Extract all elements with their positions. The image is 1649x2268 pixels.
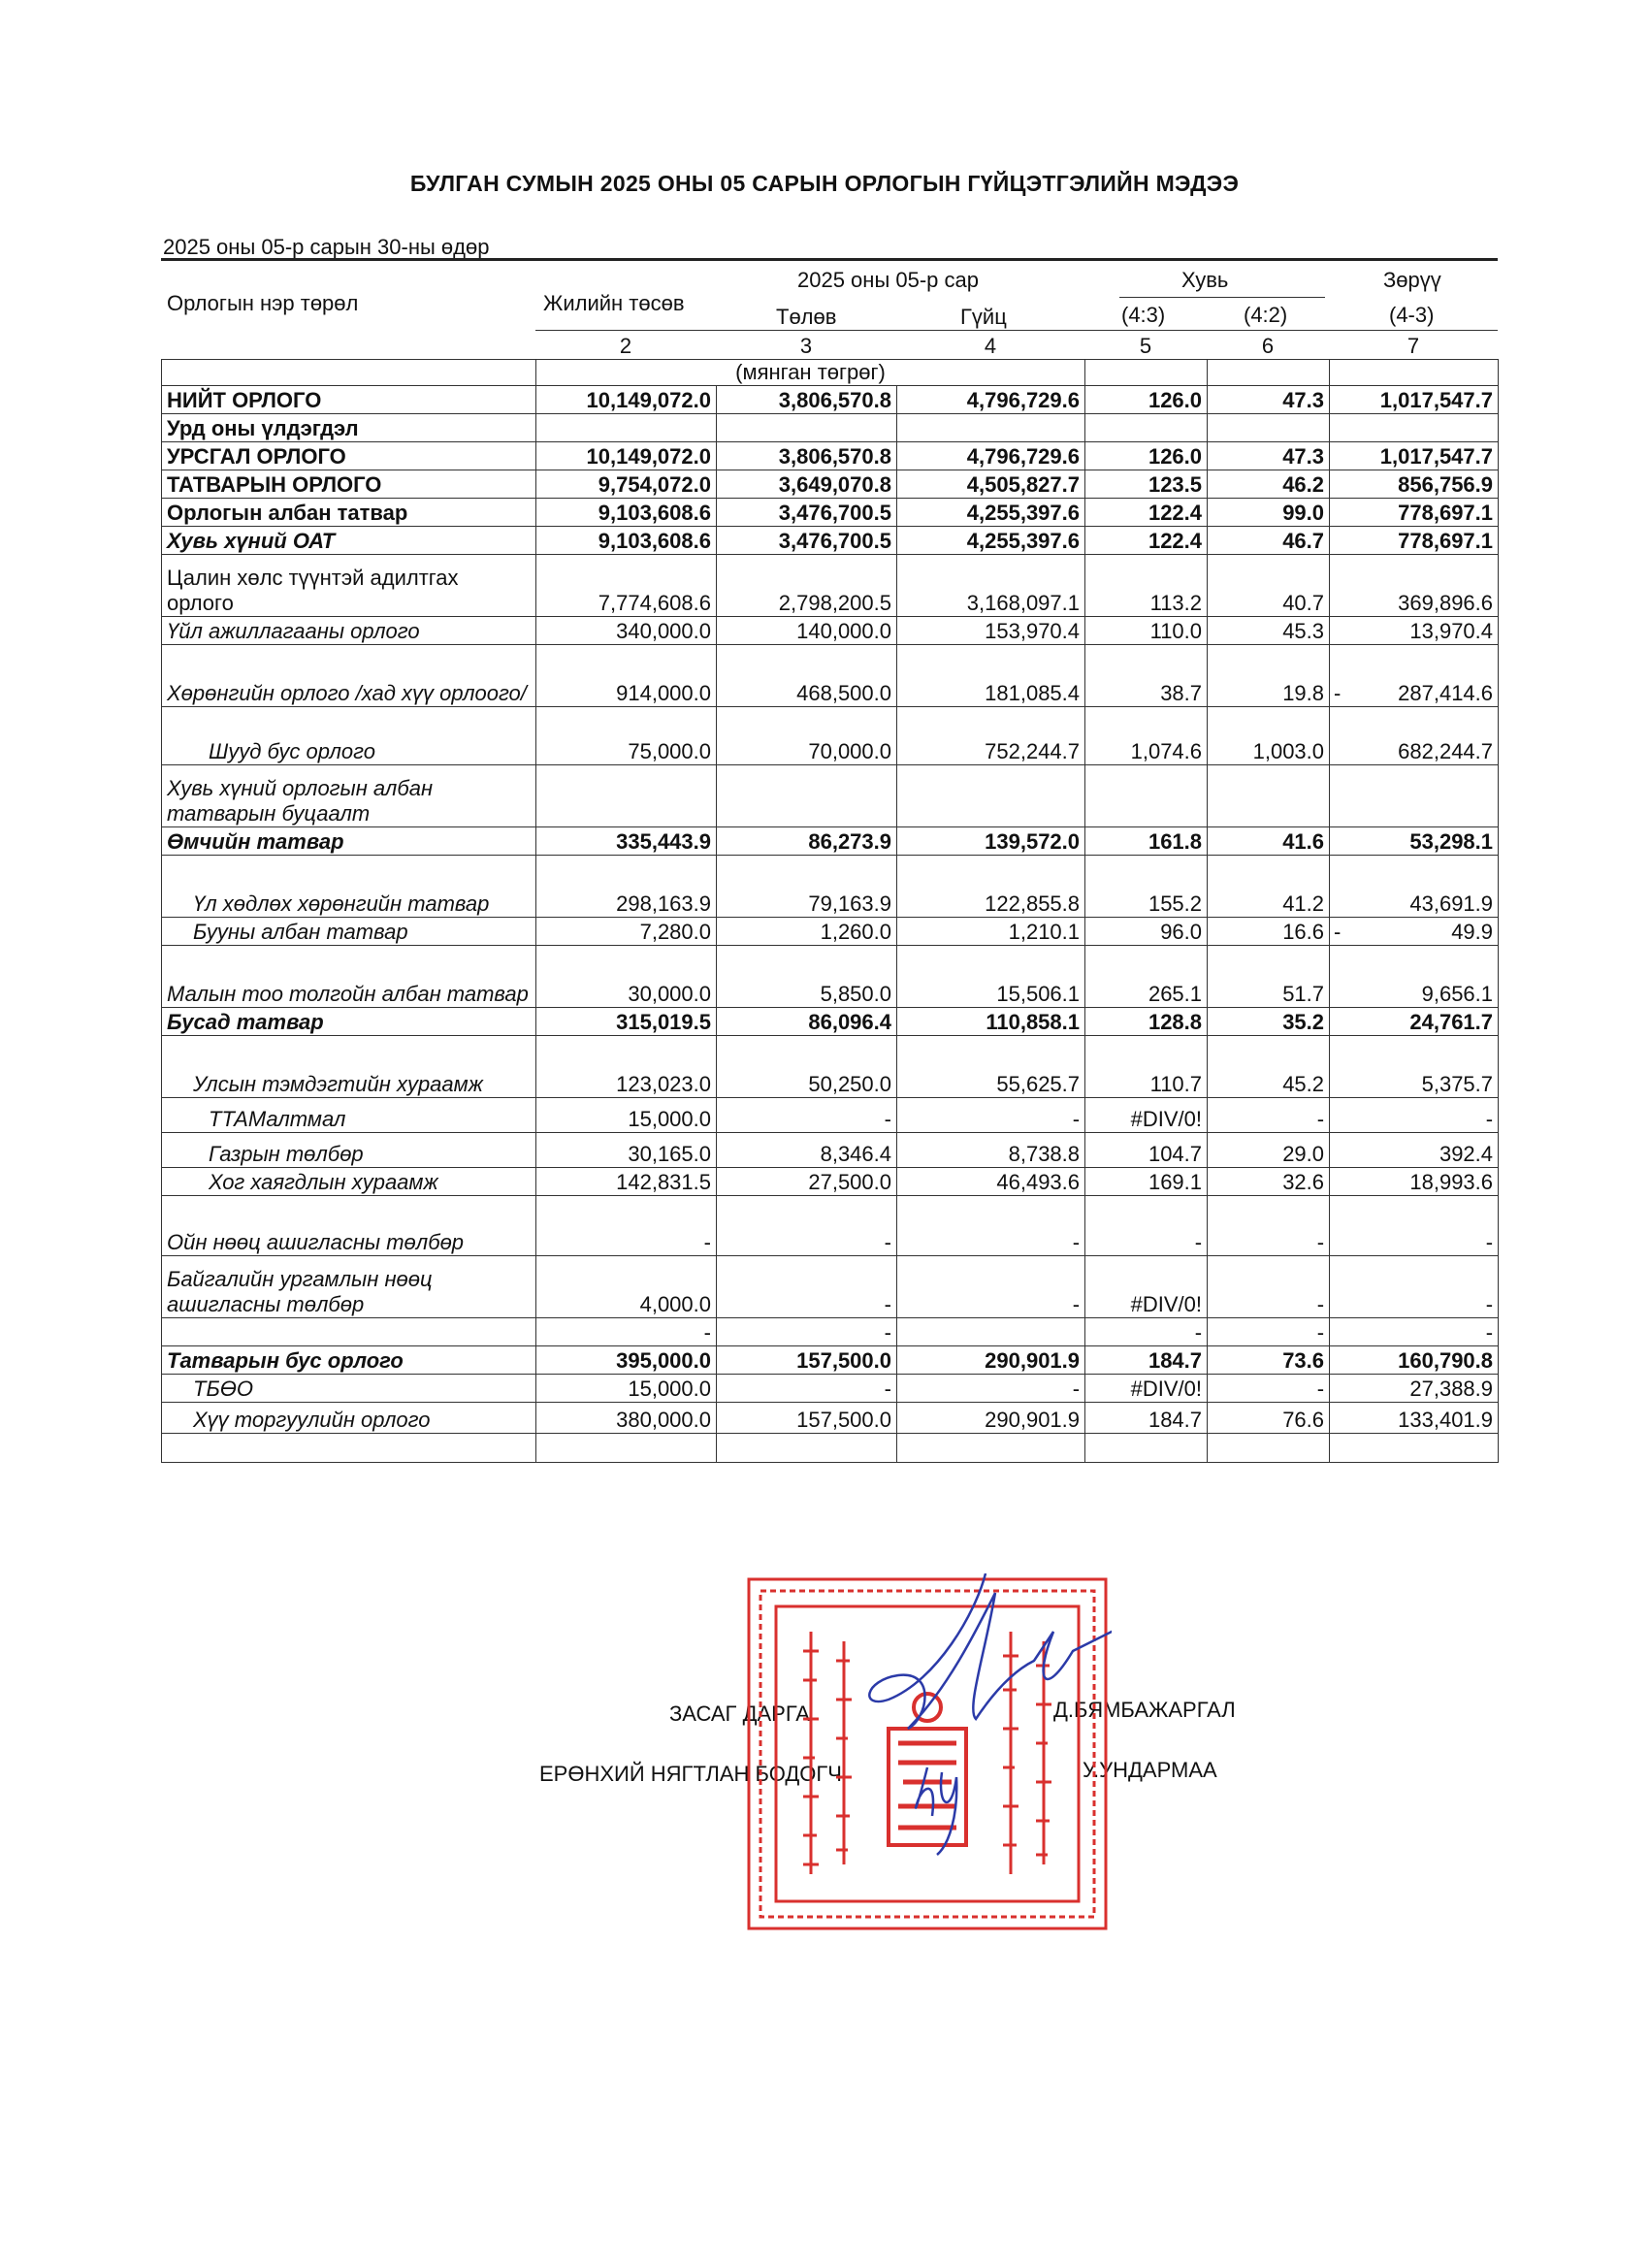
col-pct2: 35.2 xyxy=(1208,1008,1330,1036)
col-annual: 30,000.0 xyxy=(536,946,717,1008)
col-annual: 10,149,072.0 xyxy=(536,442,717,470)
col-pct1: 122.4 xyxy=(1085,527,1208,555)
row-label: Хөрөнгийн орлого /хад хүү орлоого/ xyxy=(162,645,536,707)
col-plan xyxy=(717,765,897,827)
row-label: Хувь хүний ОАТ xyxy=(162,527,536,555)
col-annual: 380,000.0 xyxy=(536,1403,717,1434)
table-row xyxy=(162,1036,1499,1098)
header-col-annual: Жилийн төсөв xyxy=(543,291,685,315)
header-pct1: (4:3) xyxy=(1121,303,1166,327)
col-annual: 914,000.0 xyxy=(536,645,717,707)
col-pct1: 169.1 xyxy=(1085,1168,1208,1196)
unit-row-blank xyxy=(1085,360,1208,386)
col-diff: 682,244.7 xyxy=(1330,707,1499,765)
col-annual: 7,280.0 xyxy=(536,918,717,946)
col-annual: 340,000.0 xyxy=(536,617,717,645)
col-diff: 1,017,547.7 xyxy=(1330,442,1499,470)
row-label: Шууд бус орлого xyxy=(162,707,536,765)
col-plan: 140,000.0 xyxy=(717,617,897,645)
col-diff xyxy=(1330,645,1499,707)
col-pct2: 46.7 xyxy=(1208,527,1330,555)
col-pct1: 123.5 xyxy=(1085,470,1208,499)
row-label: УРСГАЛ ОРЛОГО xyxy=(162,442,536,470)
table-row xyxy=(162,386,1499,414)
col-pct2: 16.6 xyxy=(1208,918,1330,946)
table-row xyxy=(162,442,1499,470)
row-label: Улсын тэмдэгтийн хураамж xyxy=(162,1036,536,1098)
col-actual: 46,493.6 xyxy=(897,1168,1085,1196)
row-label: Урд оны үлдэгдэл xyxy=(162,414,536,442)
document-title: БУЛГАН СУМЫН 2025 ОНЫ 05 САРЫН ОРЛОГЫН ГҮЙЦЭТГЭЛИЙН МЭДЭЭ xyxy=(409,171,1240,196)
col-diff: 18,993.6 xyxy=(1330,1168,1499,1196)
signature-role-governor: ЗАСАГ ДАРГА xyxy=(669,1701,810,1726)
col-plan xyxy=(717,414,897,442)
col-pct1: 1,074.6 xyxy=(1085,707,1208,765)
table-row xyxy=(162,555,1499,617)
col-diff: - xyxy=(1330,1318,1499,1346)
col-pct2: 41.6 xyxy=(1208,827,1330,856)
header-col-name: Орлогын нэр төрөл xyxy=(167,291,359,315)
col-annual: 142,831.5 xyxy=(536,1168,717,1196)
col-pct1 xyxy=(1085,765,1208,827)
col-plan: 1,260.0 xyxy=(717,918,897,946)
col-diff: 133,401.9 xyxy=(1330,1403,1499,1434)
col-pct1: 184.7 xyxy=(1085,1346,1208,1375)
col-annual: 4,000.0 xyxy=(536,1256,717,1318)
row-label: Хог хаягдлын хураамж xyxy=(162,1168,536,1196)
col-plan: - xyxy=(717,1196,897,1256)
col-pct2: 32.6 xyxy=(1208,1168,1330,1196)
col-annual: - xyxy=(536,1318,717,1346)
col-annual xyxy=(536,414,717,442)
table-row xyxy=(162,527,1499,555)
row-label: НИЙТ ОРЛОГО xyxy=(162,386,536,414)
col-pct2: 45.3 xyxy=(1208,617,1330,645)
col-actual: 290,901.9 xyxy=(897,1346,1085,1375)
col-pct1: 110.7 xyxy=(1085,1036,1208,1098)
col-actual: - xyxy=(897,1098,1085,1133)
col-diff xyxy=(1330,1434,1499,1463)
col-actual: 4,796,729.6 xyxy=(897,442,1085,470)
col-pct2: 99.0 xyxy=(1208,499,1330,527)
col-actual: 4,255,397.6 xyxy=(897,527,1085,555)
col-annual: 10,149,072.0 xyxy=(536,386,717,414)
handwritten-signature-governor xyxy=(869,1573,1112,1729)
col-plan: 50,250.0 xyxy=(717,1036,897,1098)
header-diff-sub: (4-3) xyxy=(1389,303,1435,327)
col-pct1: 126.0 xyxy=(1085,442,1208,470)
col-pct1: 122.4 xyxy=(1085,499,1208,527)
header-col-plan: Төлөв xyxy=(776,305,837,329)
col-pct1: - xyxy=(1085,1196,1208,1256)
col-annual: 123,023.0 xyxy=(536,1036,717,1098)
row-label: Ойн нөөц ашигласны төлбөр xyxy=(162,1196,536,1256)
col-plan: 79,163.9 xyxy=(717,856,897,918)
unit-row-blank xyxy=(1208,360,1330,386)
col-diff: 160,790.8 xyxy=(1330,1346,1499,1375)
official-stamp xyxy=(743,1573,1112,1934)
col-pct2: - xyxy=(1208,1098,1330,1133)
col-annual: 75,000.0 xyxy=(536,707,717,765)
col-diff: 1,017,547.7 xyxy=(1330,386,1499,414)
signature-name-accountant: У.УНДАРМАА xyxy=(1083,1758,1217,1782)
col-plan: 27,500.0 xyxy=(717,1168,897,1196)
col-annual: 15,000.0 xyxy=(536,1098,717,1133)
col-pct1: 161.8 xyxy=(1085,827,1208,856)
col-pct1 xyxy=(1085,1434,1208,1463)
col-pct2: - xyxy=(1208,1375,1330,1403)
col-pct1: #DIV/0! xyxy=(1085,1098,1208,1133)
col-pct2: 19.8 xyxy=(1208,645,1330,707)
col-annual: 9,103,608.6 xyxy=(536,499,717,527)
colnum-2: 2 xyxy=(619,334,632,358)
table-row xyxy=(162,1434,1499,1463)
col-plan: 468,500.0 xyxy=(717,645,897,707)
row-label: Хүү торгуулийн орлого xyxy=(162,1403,536,1434)
col-pct1: 38.7 xyxy=(1085,645,1208,707)
col-plan: 5,850.0 xyxy=(717,946,897,1008)
col-plan: 3,806,570.8 xyxy=(717,386,897,414)
row-label: Бууны албан татвар xyxy=(162,918,536,946)
col-pct1: #DIV/0! xyxy=(1085,1375,1208,1403)
col-actual: - xyxy=(897,1375,1085,1403)
table-row xyxy=(162,1008,1499,1036)
row-label: Өмчийн татвар xyxy=(162,827,536,856)
col-actual: 1,210.1 xyxy=(897,918,1085,946)
signature-role-accountant: ЕРӨНХИЙ НЯГТЛАН БОДОГЧ xyxy=(539,1762,842,1786)
col-annual: - xyxy=(536,1196,717,1256)
col-pct2 xyxy=(1208,765,1330,827)
row-label: ТБӨО xyxy=(162,1375,536,1403)
row-label: Үл хөдлөх хөрөнгийн татвар xyxy=(162,856,536,918)
col-actual: 55,625.7 xyxy=(897,1036,1085,1098)
col-pct2: 73.6 xyxy=(1208,1346,1330,1375)
col-diff: 856,756.9 xyxy=(1330,470,1499,499)
col-plan: 157,500.0 xyxy=(717,1403,897,1434)
table-row xyxy=(162,1256,1499,1318)
col-pct2: 45.2 xyxy=(1208,1036,1330,1098)
header-top-rule xyxy=(161,258,1498,261)
col-actual xyxy=(897,1318,1085,1346)
col-diff: 778,697.1 xyxy=(1330,499,1499,527)
col-diff: 27,388.9 xyxy=(1330,1375,1499,1403)
revenue-table xyxy=(161,359,1499,1463)
col-pct2: 47.3 xyxy=(1208,442,1330,470)
table-row xyxy=(162,765,1499,827)
col-pct2: 46.2 xyxy=(1208,470,1330,499)
col-actual: 110,858.1 xyxy=(897,1008,1085,1036)
table-row xyxy=(162,856,1499,918)
report-date: 2025 оны 05-р сарын 30-ны өдөр xyxy=(163,235,490,259)
col-annual: 298,163.9 xyxy=(536,856,717,918)
table-row xyxy=(162,1168,1499,1196)
col-actual: 181,085.4 xyxy=(897,645,1085,707)
colnum-6: 6 xyxy=(1261,334,1275,358)
table-row xyxy=(162,1196,1499,1256)
unit-row-blank xyxy=(1330,360,1499,386)
table-row xyxy=(162,1403,1499,1434)
col-diff: 53,298.1 xyxy=(1330,827,1499,856)
col-actual xyxy=(897,1434,1085,1463)
table-row xyxy=(162,1133,1499,1168)
colnum-7: 7 xyxy=(1406,334,1420,358)
row-label xyxy=(162,1318,536,1346)
cell-value: 287,414.6 xyxy=(1398,681,1494,705)
col-plan: 3,806,570.8 xyxy=(717,442,897,470)
col-pct2: 40.7 xyxy=(1208,555,1330,617)
col-actual xyxy=(897,765,1085,827)
col-diff xyxy=(1330,414,1499,442)
col-annual xyxy=(536,765,717,827)
negative-sign: - xyxy=(1334,920,1342,944)
row-label: ТТАМалтмал xyxy=(162,1098,536,1133)
col-actual: 15,506.1 xyxy=(897,946,1085,1008)
col-pct1: 110.0 xyxy=(1085,617,1208,645)
col-annual xyxy=(536,1434,717,1463)
colnum-5: 5 xyxy=(1139,334,1152,358)
col-pct2 xyxy=(1208,414,1330,442)
col-pct2: 51.7 xyxy=(1208,946,1330,1008)
col-pct2 xyxy=(1208,1434,1330,1463)
col-pct2: 1,003.0 xyxy=(1208,707,1330,765)
colnum-4: 4 xyxy=(984,334,997,358)
col-diff: 9,656.1 xyxy=(1330,946,1499,1008)
col-diff: - xyxy=(1330,1256,1499,1318)
col-pct2: - xyxy=(1208,1318,1330,1346)
row-label: ТАТВАРЫН ОРЛОГО xyxy=(162,470,536,499)
header-rule xyxy=(535,330,1498,331)
table-row xyxy=(162,499,1499,527)
col-plan: - xyxy=(717,1256,897,1318)
col-plan: 70,000.0 xyxy=(717,707,897,765)
col-pct1 xyxy=(1085,414,1208,442)
col-pct1: 155.2 xyxy=(1085,856,1208,918)
col-diff: 778,697.1 xyxy=(1330,527,1499,555)
col-pct1: #DIV/0! xyxy=(1085,1256,1208,1318)
col-plan: - xyxy=(717,1375,897,1403)
table-row xyxy=(162,1098,1499,1133)
col-annual: 335,443.9 xyxy=(536,827,717,856)
col-pct1: 128.8 xyxy=(1085,1008,1208,1036)
col-diff xyxy=(1330,765,1499,827)
table-row xyxy=(162,645,1499,707)
col-actual: - xyxy=(897,1256,1085,1318)
table-row xyxy=(162,918,1499,946)
stamp-frame xyxy=(776,1606,1079,1901)
col-annual: 15,000.0 xyxy=(536,1375,717,1403)
col-plan: 8,346.4 xyxy=(717,1133,897,1168)
col-diff: 43,691.9 xyxy=(1330,856,1499,918)
header-col-actual: Гүйц xyxy=(960,305,1007,329)
col-actual: 290,901.9 xyxy=(897,1403,1085,1434)
signature-name-governor: Д.БЯМБАЖАРГАЛ xyxy=(1053,1698,1236,1722)
col-pct1: 96.0 xyxy=(1085,918,1208,946)
col-plan: - xyxy=(717,1318,897,1346)
col-diff: - xyxy=(1330,1098,1499,1133)
col-diff: 5,375.7 xyxy=(1330,1036,1499,1098)
col-pct2: 29.0 xyxy=(1208,1133,1330,1168)
table-row xyxy=(162,827,1499,856)
column-numbers xyxy=(0,334,1649,359)
row-label: Газрын төлбөр xyxy=(162,1133,536,1168)
col-plan: 157,500.0 xyxy=(717,1346,897,1375)
row-label: Цалин хөлс түүнтэй адилтгах орлого xyxy=(162,555,536,617)
col-annual: 9,754,072.0 xyxy=(536,470,717,499)
col-pct2: - xyxy=(1208,1196,1330,1256)
col-annual: 9,103,608.6 xyxy=(536,527,717,555)
col-pct1: 265.1 xyxy=(1085,946,1208,1008)
col-plan xyxy=(717,1434,897,1463)
unit-label: (мянган төгрөг) xyxy=(536,360,1085,386)
row-label: Малын тоо толгойн албан татвар xyxy=(162,946,536,1008)
stamp-script-left xyxy=(803,1632,852,1874)
col-plan: 3,649,070.8 xyxy=(717,470,897,499)
col-plan: 2,798,200.5 xyxy=(717,555,897,617)
row-label: Татварын бус орлого xyxy=(162,1346,536,1375)
col-actual: 4,505,827.7 xyxy=(897,470,1085,499)
col-diff: - xyxy=(1330,1196,1499,1256)
header-period: 2025 оны 05-р сар xyxy=(797,268,979,292)
row-label: Орлогын албан татвар xyxy=(162,499,536,527)
table-row xyxy=(162,707,1499,765)
col-diff: 369,896.6 xyxy=(1330,555,1499,617)
col-annual: 7,774,608.6 xyxy=(536,555,717,617)
col-diff xyxy=(1330,918,1499,946)
col-plan: 3,476,700.5 xyxy=(717,499,897,527)
colnum-3: 3 xyxy=(799,334,813,358)
table-row xyxy=(162,1318,1499,1346)
table-row xyxy=(162,470,1499,499)
col-actual: 8,738.8 xyxy=(897,1133,1085,1168)
col-pct1: 104.7 xyxy=(1085,1133,1208,1168)
col-actual: - xyxy=(897,1196,1085,1256)
col-diff: 13,970.4 xyxy=(1330,617,1499,645)
col-plan: 3,476,700.5 xyxy=(717,527,897,555)
col-actual: 3,168,097.1 xyxy=(897,555,1085,617)
col-pct2: 41.2 xyxy=(1208,856,1330,918)
col-diff: 392.4 xyxy=(1330,1133,1499,1168)
col-pct2: 76.6 xyxy=(1208,1403,1330,1434)
table-row xyxy=(162,946,1499,1008)
header-percent: Хувь xyxy=(1181,268,1229,292)
col-pct1: 184.7 xyxy=(1085,1403,1208,1434)
col-actual: 752,244.7 xyxy=(897,707,1085,765)
cell-value: 49.9 xyxy=(1451,920,1494,944)
unit-row-blank xyxy=(162,360,536,386)
col-actual: 122,855.8 xyxy=(897,856,1085,918)
col-pct1: 113.2 xyxy=(1085,555,1208,617)
row-label: Хувь хүний орлогын албан татварын буцаалт xyxy=(162,765,536,827)
col-actual: 139,572.0 xyxy=(897,827,1085,856)
row-label: Үйл ажиллагааны орлого xyxy=(162,617,536,645)
col-plan: 86,273.9 xyxy=(717,827,897,856)
col-plan: - xyxy=(717,1098,897,1133)
row-label: Байгалийн ургамлын нөөц ашигласны төлбөр xyxy=(162,1256,536,1318)
header-pct2: (4:2) xyxy=(1244,303,1288,327)
col-annual: 30,165.0 xyxy=(536,1133,717,1168)
row-label: Бусад татвар xyxy=(162,1008,536,1036)
negative-sign: - xyxy=(1334,681,1342,705)
col-actual: 4,255,397.6 xyxy=(897,499,1085,527)
table-row xyxy=(162,414,1499,442)
table-row xyxy=(162,1375,1499,1403)
col-actual: 4,796,729.6 xyxy=(897,386,1085,414)
col-pct2: - xyxy=(1208,1256,1330,1318)
table-row xyxy=(162,617,1499,645)
header-diff: Зөрүү xyxy=(1383,268,1441,292)
col-pct2: 47.3 xyxy=(1208,386,1330,414)
col-plan: 86,096.4 xyxy=(717,1008,897,1036)
col-actual: 153,970.4 xyxy=(897,617,1085,645)
col-pct1: - xyxy=(1085,1318,1208,1346)
row-label xyxy=(162,1434,536,1463)
col-pct1: 126.0 xyxy=(1085,386,1208,414)
unit-row xyxy=(162,360,1499,386)
header-percent-rule xyxy=(1119,297,1325,298)
col-annual: 395,000.0 xyxy=(536,1346,717,1375)
col-diff: 24,761.7 xyxy=(1330,1008,1499,1036)
col-actual xyxy=(897,414,1085,442)
table-row xyxy=(162,1346,1499,1375)
col-annual: 315,019.5 xyxy=(536,1008,717,1036)
